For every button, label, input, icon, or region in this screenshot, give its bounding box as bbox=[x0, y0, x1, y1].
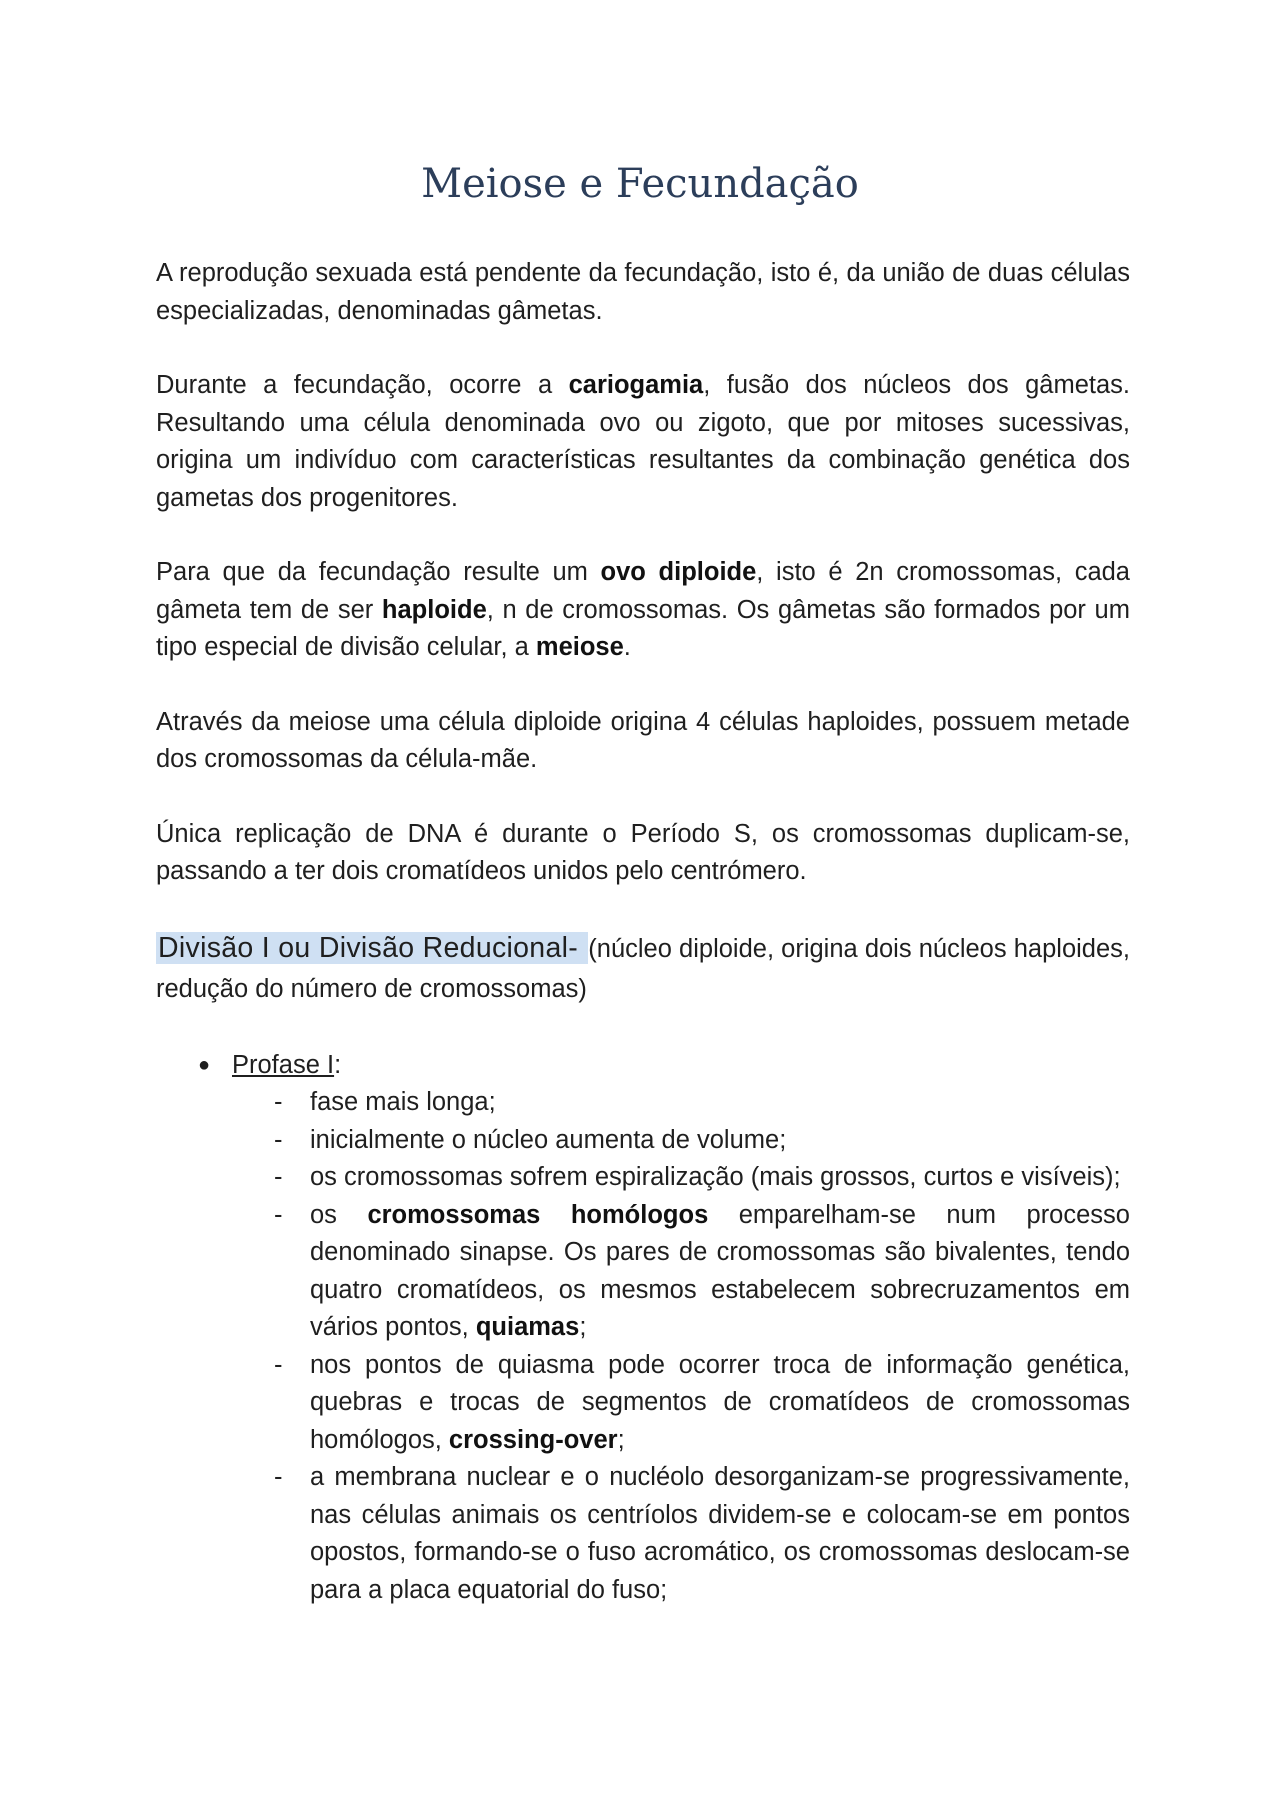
list-item bbox=[274, 1347, 1130, 1460]
bold-term: quiamas bbox=[475, 1313, 580, 1341]
document-body bbox=[156, 255, 1130, 1609]
list-item bbox=[274, 1197, 1130, 1347]
paragraph-fecundacao bbox=[156, 367, 1130, 517]
section-divisao-reducional bbox=[156, 928, 1130, 1009]
section-heading: Divisão I ou Divisão Reducional- bbox=[158, 931, 587, 964]
section-description: (núcleo diploide, origina dois núcleos haploides, redução do número de cromossomas) bbox=[156, 934, 1130, 1003]
bold-term: ovo diploide bbox=[600, 558, 757, 586]
list-item: - fase mais longa; bbox=[274, 1084, 1130, 1122]
phase-item-profase bbox=[198, 1047, 1130, 1610]
bold-term: cromossomas homólogos bbox=[367, 1200, 709, 1229]
text-span: ; bbox=[617, 1425, 625, 1454]
text-span: os bbox=[310, 1200, 368, 1229]
paragraph-meiose: Através da meiose uma célula diploide origina 4 células haploides, possuem metade dos cromossomas da célula-mãe. bbox=[156, 707, 1130, 773]
text-span: Durante a fecundação, ocorre a bbox=[156, 371, 569, 399]
phase-list bbox=[156, 1047, 1130, 1610]
bold-term: cariogamia bbox=[568, 371, 704, 399]
text-span: ; bbox=[579, 1313, 587, 1341]
text-span: . bbox=[623, 633, 631, 661]
list-item: - a membrana nuclear e o nucléolo desorganizam-se progressivamente, nas células animais os centríolos dividem-se e colocam-se em pontos opostos, formando-se o fuso acromático, os cromossomas deslocam-se para a placa equatorial do fuso; bbox=[274, 1459, 1130, 1609]
phase-label: Profase I bbox=[232, 1050, 335, 1079]
bold-term: meiose bbox=[535, 633, 624, 661]
text-span: , fusão dos núcleos dos gâmetas. Resultando uma célula denominada ovo ou zigoto, que por mitoses sucessivas, origina um indivíduo com características resultantes da combinação genética dos gametas dos progenitores. bbox=[156, 371, 1130, 512]
profase-details-list bbox=[232, 1084, 1130, 1609]
text-span: Para que da fecundação resulte um bbox=[156, 558, 601, 586]
bold-term: haploide bbox=[381, 595, 487, 624]
list-item: - os cromossomas sofrem espiralização (mais grossos, curtos e visíveis); bbox=[274, 1159, 1130, 1197]
text-span: , isto é 2n cromossomas, cada gâmeta tem de ser bbox=[156, 558, 1130, 624]
paragraph-replicacao: Única replicação de DNA é durante o Período S, os cromossomas duplicam-se, passando a ter dois cromatídeos unidos pelo centrómero. bbox=[156, 819, 1130, 885]
text-span: emparelham-se num processo denominado sinapse. Os pares de cromossomas são bivalentes, tendo quatro cromatídeos, os mesmos estabelecem sobrecruzamentos em vários pontos, bbox=[310, 1200, 1130, 1341]
text-span: : bbox=[334, 1050, 342, 1079]
text-span: , n de cromossomas. Os gâmetas são formados por um tipo especial de divisão celular, a bbox=[156, 595, 1130, 661]
bold-term: crossing-over bbox=[448, 1425, 618, 1454]
page-title: Meiose e Fecundação bbox=[421, 161, 859, 207]
paragraph-diploide bbox=[156, 554, 1130, 667]
list-item: - inicialmente o núcleo aumenta de volume; bbox=[274, 1122, 1130, 1160]
text-span: nos pontos de quiasma pode ocorrer troca de informação genética, quebras e trocas de segmentos de cromatídeos de cromossomas homólogos, bbox=[310, 1350, 1130, 1454]
paragraph-intro: A reprodução sexuada está pendente da fecundação, isto é, da união de duas células especializadas, denominadas gâmetas. bbox=[156, 259, 1130, 325]
